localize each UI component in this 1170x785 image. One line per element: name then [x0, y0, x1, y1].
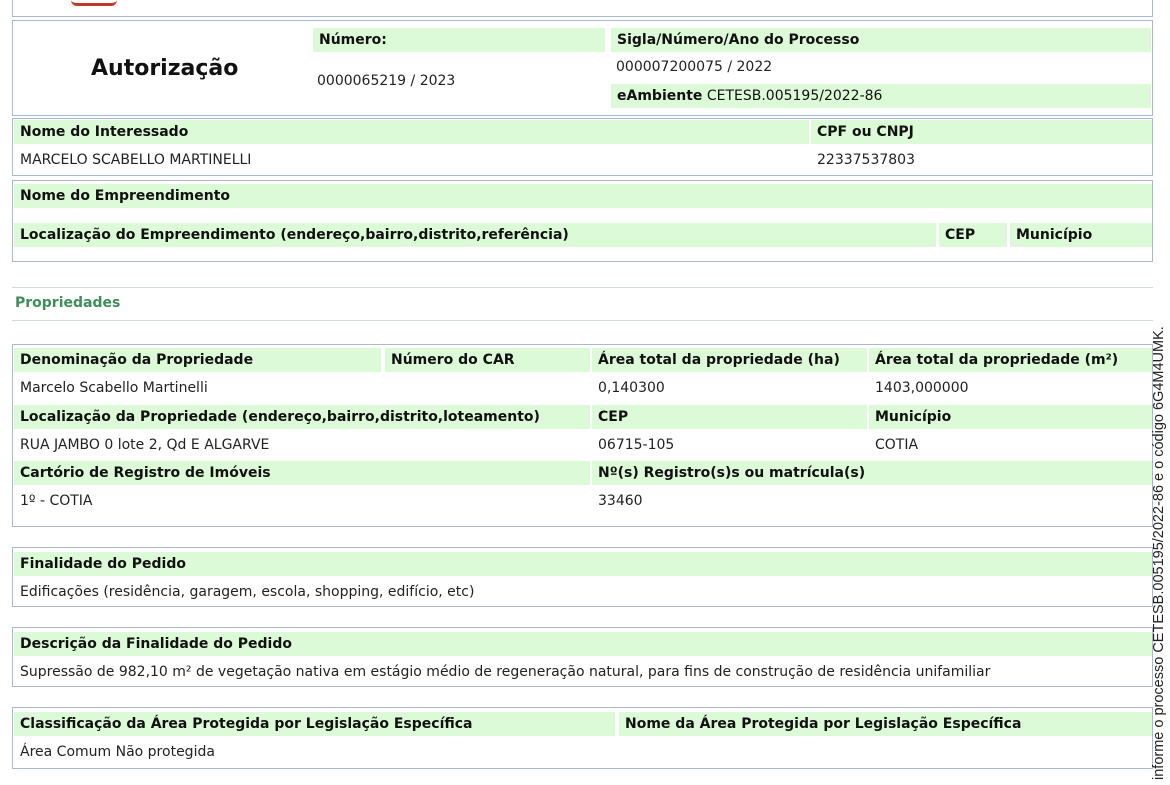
- verification-text: informe o processo CETESB.005195/2022-86 e o código 6G4M4UMK.: [1151, 326, 1167, 780]
- classificacao-value: Área Comum Não protegida: [20, 744, 215, 760]
- propriedades-box: [12, 344, 1153, 527]
- registro-value: 33460: [598, 493, 643, 509]
- denominacao-value: Marcelo Scabello Martinelli: [20, 380, 208, 396]
- area-ha-label: Área total da propriedade (ha): [592, 348, 867, 372]
- eambiente-label: eAmbiente: [617, 88, 703, 104]
- empreendimento-cep-label: CEP: [939, 223, 1007, 247]
- finalidade-value: Edificações (residência, garagem, escola, shopping, edifício, etc): [20, 584, 475, 600]
- propriedade-municipio-label: Município: [869, 405, 1152, 429]
- cpf-value: 22337537803: [817, 152, 915, 168]
- empreendimento-nome-label: Nome do Empreendimento: [14, 184, 1152, 208]
- interessado-box: [12, 118, 1153, 176]
- eambiente-row: [611, 84, 1151, 108]
- section-divider: [12, 320, 1153, 321]
- numero-value: 0000065219 / 2023: [317, 73, 456, 89]
- section-divider: [12, 287, 1153, 288]
- logo-fragment: [71, 0, 117, 6]
- page-header-strip: [12, 0, 1153, 17]
- interessado-nome-value: MARCELO SCABELLO MARTINELLI: [20, 152, 252, 168]
- propriedades-section-title: Propriedades: [15, 295, 121, 311]
- processo-value: 000007200075 / 2022: [616, 59, 773, 75]
- empreendimento-localizacao-label: Localização do Empreendimento (endereço,bairro,distrito,referência): [14, 223, 936, 247]
- area-m2-label: Área total da propriedade (m²): [869, 348, 1152, 372]
- propriedade-cep-value: 06715-105: [598, 437, 675, 453]
- cpf-label: CPF ou CNPJ: [811, 120, 1152, 144]
- denominacao-label: Denominação da Propriedade: [14, 348, 381, 372]
- cartorio-value: 1º - COTIA: [20, 493, 93, 509]
- empreendimento-municipio-label: Município: [1010, 223, 1152, 247]
- area-ha-value: 0,140300: [598, 380, 665, 396]
- numero-label: Número:: [313, 28, 605, 52]
- verification-watermark: [1140, 295, 1167, 780]
- interessado-nome-label: Nome do Interessado: [14, 120, 809, 144]
- finalidade-label: Finalidade do Pedido: [14, 552, 1152, 576]
- localizacao-propriedade-label: Localização da Propriedade (endereço,bairro,distrito,loteamento): [14, 405, 590, 429]
- propriedade-municipio-value: COTIA: [875, 437, 919, 453]
- cartorio-label: Cartório de Registro de Imóveis: [14, 461, 590, 485]
- localizacao-propriedade-value: RUA JAMBO 0 lote 2, Qd E ALGARVE: [20, 437, 270, 453]
- classificacao-label: Classificação da Área Protegida por Legislação Específica: [14, 712, 615, 736]
- area-m2-value: 1403,000000: [875, 380, 969, 396]
- descricao-value: Supressão de 982,10 m² de vegetação nativa em estágio médio de regeneração natural, para fins de construção de residência unifamiliar: [20, 664, 991, 680]
- classificacao-box: [12, 707, 1153, 769]
- descricao-label: Descrição da Finalidade do Pedido: [14, 632, 1152, 656]
- empreendimento-box: [12, 180, 1153, 262]
- propriedade-cep-label: CEP: [592, 405, 867, 429]
- document-type-title: Autorização: [91, 56, 239, 81]
- authorization-header-box: [12, 20, 1153, 116]
- eambiente-value: CETESB.005195/2022-86: [706, 88, 883, 104]
- processo-label: Sigla/Número/Ano do Processo: [611, 28, 1151, 52]
- car-label: Número do CAR: [385, 348, 590, 372]
- descricao-box: [12, 627, 1153, 687]
- registro-label: Nº(s) Registro(s)s ou matrícula(s): [592, 461, 1152, 485]
- finalidade-box: [12, 547, 1153, 607]
- nome-area-protegida-label: Nome da Área Protegida por Legislação Específica: [619, 712, 1152, 736]
